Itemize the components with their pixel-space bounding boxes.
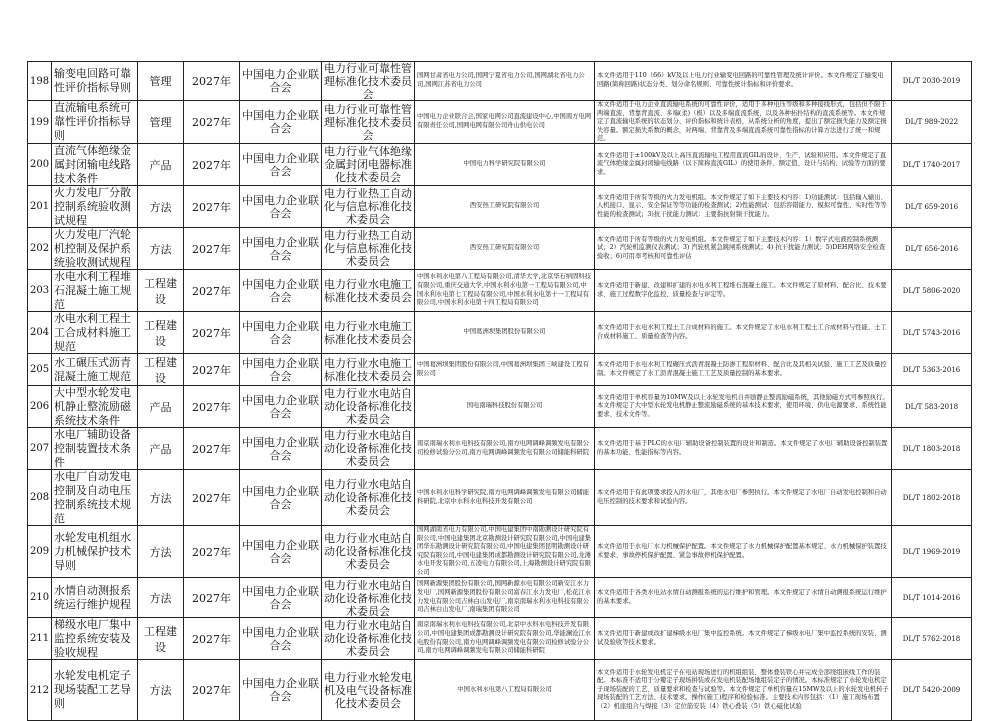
scope-description: 本文件适用于有此项要求投入的水电厂，其他水电厂参照执行。本文件规定了水电厂自动发电控制和自动电压控制的技术要求和试验内容。 (597, 488, 887, 505)
drafting-units-cell (415, 386, 595, 428)
standard-code-cell (892, 526, 972, 578)
competent-org: 中国电力企业联合会 (242, 193, 319, 220)
technical-committee-cell (322, 186, 415, 228)
standard-code-cell (892, 428, 972, 470)
scope-description: 本文件适用于所有等级的火力发电机组。本文件规定了如下主要技术内容：1)功能测试：包括输入输出、人机接口、显示、安全保证等等功能的检查测试；2)性能测试：包括容错能力、模拟可靠性、实时性等等性能的检查测试；3)抗干扰能力测试：主要指抗射频干扰能力。 (597, 193, 887, 218)
row-number: 206 (30, 401, 49, 412)
standard-type: 方法 (149, 684, 172, 697)
technical-committee-cell (322, 144, 415, 186)
drafting-units: 国电南瑞科技股份有限公司 (466, 402, 543, 410)
competent-org: 中国电力企业联合会 (242, 435, 319, 462)
standard-type: 方法 (149, 491, 172, 505)
table-row (28, 144, 972, 186)
scope-description-cell (595, 228, 892, 270)
plan-year-cell (184, 186, 240, 228)
standard-type-cell (138, 144, 184, 186)
row-number-cell (28, 526, 52, 578)
standard-type-cell (138, 660, 184, 721)
table-row (28, 386, 972, 428)
standard-type-cell (138, 62, 184, 101)
standard-code: DL/T 5762-2018 (902, 634, 961, 643)
competent-org-cell (240, 526, 322, 578)
standard-code: DL/T 1014-2016 (902, 593, 961, 602)
drafting-units: 中国葛洲坝集团股份有限公司,中国葛洲坝集团三峡建设工程有限公司 (417, 360, 590, 377)
plan-year-cell (184, 101, 240, 144)
row-number: 202 (30, 243, 49, 254)
drafting-units: 南京南瑞水利水电科技有限公司,北京中水科水电科技开发有限公司,中国电建集团成都勘测设计研究院有限公司,华能澜沧江水电股份有限公司,南方电网调峰调频发电有限公司检修试验分公司,南方电网调峰调频发电有限公司储能科研院 (417, 621, 592, 655)
competent-org-cell (240, 354, 322, 386)
technical-committee-cell (322, 618, 415, 660)
technical-committee: 电力行业气体绝缘金属封闭电器标准化技术委员会 (324, 145, 412, 184)
drafting-units: 南京南瑞水利水电科技有限公司,南方电网调峰调频发电有限公司检修试验分公司,南方电网调峰调频发电有限公司储能科研院 (417, 439, 590, 456)
scope-description: 本文件适用于110（66）kV及以上电力行业输变电回路的可靠性管理及统计评价。本文件规定了输变电回路(简称回路)状态分类、划分命名规则、可靠性统计指标和评价要求。 (597, 72, 884, 88)
standard-type-cell (138, 101, 184, 144)
competent-org-cell (240, 578, 322, 618)
plan-year: 2027年 (192, 363, 231, 377)
competent-org: 中国电力企业联合会 (242, 625, 319, 652)
plan-year: 2027年 (192, 545, 231, 559)
drafting-units: 国网甘肃省电力公司,国网宁夏省电力公司,国网湖北省电力公司,国网江苏省电力公司 (417, 72, 585, 88)
drafting-units-cell (415, 228, 595, 270)
standard-code-cell (892, 354, 972, 386)
technical-committee: 电力行业热工自动化与信息标准化技术委员会 (324, 187, 412, 226)
technical-committee-cell (322, 312, 415, 354)
scope-description: 本文件适用于新建、改建和扩建的水电水利工程堆石混凝土施工。本文件规定了原材料、配合比、技术要求、施工过程数字化监控、质量检查与评定等。 (597, 281, 887, 298)
scope-description-cell (595, 660, 892, 721)
row-number: 201 (30, 201, 49, 212)
plan-year: 2027年 (192, 242, 231, 256)
plan-year-cell (184, 526, 240, 578)
standard-name: 直流气体绝缘金属封闭输电线路技术条件 (54, 144, 131, 185)
standard-type: 管理 (149, 116, 172, 129)
row-number: 212 (30, 684, 49, 696)
row-number: 210 (30, 592, 49, 603)
table-row (28, 270, 972, 312)
technical-committee-cell (322, 578, 415, 618)
technical-committee: 电力行业水电站自动化设备标准化技术委员会 (324, 429, 412, 468)
drafting-units: 中国葛洲坝集团股份有限公司 (463, 328, 546, 336)
standard-code-cell (892, 228, 972, 270)
competent-org: 中国电力企业联合会 (242, 484, 319, 511)
row-number-cell (28, 312, 52, 354)
competent-org-cell (240, 470, 322, 526)
competent-org: 中国电力企业联合会 (242, 68, 319, 94)
standard-name: 输变电回路可靠性评价指标导则 (54, 67, 131, 94)
standard-name: 水电水利工程土工合成材料施工规范 (54, 312, 131, 353)
table-row (28, 428, 972, 470)
standard-code: DL/T 1802-2018 (902, 493, 961, 502)
standard-name: 水情自动测报系统运行维护规程 (54, 583, 131, 611)
standard-code-cell (892, 101, 972, 144)
row-number: 205 (30, 364, 49, 375)
standard-code-cell (892, 312, 972, 354)
table-row (28, 354, 972, 386)
technical-committee-cell (322, 62, 415, 101)
technical-committee: 电力行业热工自动化与信息标准化技术委员会 (324, 229, 412, 268)
drafting-units-cell (415, 578, 595, 618)
scope-description-cell (595, 618, 892, 660)
competent-org-cell (240, 618, 322, 660)
drafting-units: 中国水利水电第八工程局有限公司 (457, 685, 552, 693)
standard-name-cell (52, 578, 138, 618)
scope-description-cell (595, 312, 892, 354)
scope-description-cell (595, 62, 892, 101)
standard-name-cell (52, 354, 138, 386)
scope-description: 本文件适用于水电厂水力机械保护配置。本文件规定了水力机械保护配置基本规定、水力机械保护装置技术要求、事故停机保护配置、紧急事故停机保护配置。 (597, 542, 887, 559)
plan-year: 2027年 (192, 442, 231, 456)
technical-committee: 电力行业水电站自动化设备标准化技术委员会 (324, 478, 412, 517)
drafting-units-cell (415, 428, 595, 470)
plan-year: 2027年 (192, 684, 231, 697)
competent-org: 中国电力企业联合会 (242, 356, 319, 383)
scope-description-cell (595, 428, 892, 470)
standard-name-cell (52, 526, 138, 578)
drafting-units: 中国电力企业联合会,国家电网公司直流建设中心,中国南方电网有限责任公司,国网电网有限公司舟山供电公司 (417, 113, 592, 129)
standard-type: 工程建设 (144, 318, 177, 348)
standard-type: 工程建设 (144, 624, 177, 654)
standard-name-cell (52, 660, 138, 721)
standard-name-cell (52, 228, 138, 270)
standard-type: 产品 (149, 158, 172, 172)
row-number-cell (28, 62, 52, 101)
standard-type-cell (138, 526, 184, 578)
standard-name: 梯级水电厂集中监控系统安装及验收规程 (54, 618, 131, 659)
competent-org-cell (240, 144, 322, 186)
standard-name-cell (52, 101, 138, 144)
scope-description-cell (595, 526, 892, 578)
drafting-units-cell (415, 186, 595, 228)
drafting-units: 中国水利水电第八工程局有限公司,清华大学,北京华石纳固科技有限公司,重庆交通大学,中国水利水电第一工程局有限公司,中国水利水电第七工程局有限公司,中国水利水电第十一工程局有限公司,中国水利水电第十四工程局有限公司 (417, 273, 592, 307)
drafting-units-cell (415, 526, 595, 578)
standard-type: 方法 (149, 591, 172, 605)
table-row (28, 660, 972, 721)
table-row (28, 618, 972, 660)
plan-year: 2027年 (192, 200, 231, 214)
drafting-units: 国网新源集团股份有限公司,国网新源水电有限公司新安江水力发电厂,国网新源集团股份有限公司富春江水力发电厂,松花江水力发电有限公司吉林白山发电厂,南京南瑞水利水电科技有限公司吉林白山发电厂,南瑞集团有限公司 (417, 580, 592, 614)
plan-year-cell (184, 660, 240, 721)
standard-code: DL/T 5806-2020 (902, 286, 961, 295)
standard-name-cell (52, 386, 138, 428)
drafting-units-cell (415, 354, 595, 386)
standard-name: 水电水利工程堆石混凝土施工规范 (54, 270, 131, 311)
standard-type-cell (138, 618, 184, 660)
standard-code: DL/T 1803-2018 (902, 444, 961, 453)
scope-description-cell (595, 578, 892, 618)
row-number-cell (28, 470, 52, 526)
standard-type-cell (138, 428, 184, 470)
plan-year-cell (184, 228, 240, 270)
standard-type-cell (138, 228, 184, 270)
drafting-units: 国网湖南省电力有限公司,中国电建集团中南勘测设计研究院有限公司,中国电建集团北京勘测设计研究院有限公司,中国电建集团华东勘测设计研究院有限公司,中国电建集团昆明勘测设计研究院有限公司,中国电建集团成都勘测设计研究院有限公司,龙滩水电开发有限公司,五凌电力有限公司,上海勘测设计研究院有限公司 (417, 526, 592, 576)
competent-org-cell (240, 270, 322, 312)
competent-org-cell (240, 62, 322, 101)
plan-year-cell (184, 270, 240, 312)
technical-committee-cell (322, 101, 415, 144)
standard-type: 工程建设 (144, 356, 177, 385)
plan-year-cell (184, 62, 240, 101)
row-number-cell (28, 101, 52, 144)
table-row (28, 186, 972, 228)
row-number-cell (28, 386, 52, 428)
row-number: 211 (30, 633, 49, 644)
drafting-units: 西安热工研究院有限公司 (469, 244, 540, 252)
standard-name-cell (52, 270, 138, 312)
standard-type: 方法 (149, 545, 172, 559)
row-number: 208 (30, 492, 49, 503)
standard-code: DL/T 5420-2009 (902, 686, 961, 694)
standard-name: 火力发电厂汽轮机控制及保护系统验收测试规程 (54, 228, 131, 269)
competent-org-cell (240, 228, 322, 270)
scope-description: 本文件适用于±100kV及以上高压直流输电工程用直流GIL的设计、生产、试验和应用。本文件规定了直流气体绝缘金属封闭输电线路（以下简称直流GIL）的使用条件、额定值、设计与结构、试验等方面的要求。 (597, 151, 887, 176)
plan-year-cell (184, 354, 240, 386)
standard-name: 水轮发电机组水力机械保护技术导则 (54, 530, 131, 572)
row-number: 209 (30, 546, 49, 557)
drafting-units-cell (415, 62, 595, 101)
standard-name: 火力发电厂分散控制系统验收测试规程 (54, 186, 131, 227)
standard-name: 水轮发电机定子现场装配工艺导则 (54, 669, 131, 710)
table-row (28, 101, 972, 144)
table-row (28, 470, 972, 526)
standard-code-cell (892, 186, 972, 228)
standard-code: DL/T 5743-2016 (902, 328, 961, 337)
table-row (28, 526, 972, 578)
standard-code-cell (892, 470, 972, 526)
plan-year-cell (184, 470, 240, 526)
standard-type-cell (138, 186, 184, 228)
standard-code-cell (892, 270, 972, 312)
competent-org: 中国电力企业联合会 (242, 584, 319, 611)
row-number: 204 (30, 327, 49, 338)
technical-committee-cell (322, 354, 415, 386)
scope-description: 本文件适用于水电水利工程碾压式沥青混凝土防渗工程原材料、配合比及其相关试验、施工工艺及质量控制。本文件规定了水工沥青混凝土施工工艺及质量控制的基本要求。 (597, 360, 887, 377)
technical-committee-cell (322, 526, 415, 578)
technical-committee: 电力行业水电站自动化设备标准化技术委员会 (324, 387, 412, 426)
standard-type-cell (138, 386, 184, 428)
row-number: 207 (30, 443, 49, 454)
technical-committee: 电力行业可靠性管理标准化技术委员会 (324, 102, 412, 142)
table-body (28, 62, 972, 721)
standard-name-cell (52, 144, 138, 186)
standard-code-cell (892, 578, 972, 618)
scope-description-cell (595, 354, 892, 386)
drafting-units-cell (415, 312, 595, 354)
row-number-cell (28, 186, 52, 228)
drafting-units-cell (415, 144, 595, 186)
standard-type: 方法 (149, 200, 172, 214)
plan-year: 2027年 (192, 326, 231, 340)
standards-table (27, 61, 972, 721)
standard-type-cell (138, 578, 184, 618)
drafting-units-cell (415, 618, 595, 660)
scope-description: 本文件适用于水电水利工程土工合成材料的施工。本文件规定了水电水利工程土工合成材料与性能、土工合成材料施工、质量检查等内容。 (597, 323, 887, 340)
competent-org-cell (240, 312, 322, 354)
row-number-cell (28, 660, 52, 721)
standard-code-cell (892, 618, 972, 660)
standard-name-cell (52, 428, 138, 470)
row-number: 200 (30, 159, 49, 170)
standard-type-cell (138, 470, 184, 526)
row-number-cell (28, 428, 52, 470)
standard-name-cell (52, 62, 138, 101)
competent-org-cell (240, 186, 322, 228)
scope-description: 本文件适用于水轮发电机定子在电站现场进行的机组组装、整体叠装铁心并完成全部绕组嵌线工作的装配。本标准不适用于分瓣定子现场拼装或在发电机装配场地组装定子的情况。本标准规定了水轮发电机定子现场装配的工艺、质量要求和检查与试验等。本文件规定了单机容量在15MW及以上的水轮发电机转子现场装配的工艺方法、技术要求。操作(施工)程序和检验标准。主要技术内容包括：（1）施工现场布置（2）机座组合与焊接（3）定位筋安装（4）铁心叠装（5）铁心磁化试验 (597, 668, 889, 710)
standard-name: 直流输电系统可靠性评价指标导则 (54, 101, 131, 142)
competent-org: 中国电力企业联合会 (242, 319, 319, 346)
standard-code: DL/T 1740-2017 (902, 160, 961, 169)
competent-org: 中国电力企业联合会 (242, 235, 319, 262)
standard-code-cell (892, 144, 972, 186)
plan-year-cell (184, 618, 240, 660)
plan-year: 2027年 (192, 400, 231, 414)
competent-org: 中国电力企业联合会 (242, 393, 319, 420)
row-number-cell (28, 228, 52, 270)
drafting-units: 西安热工研究院有限公司 (469, 202, 540, 210)
competent-org: 中国电力企业联合会 (242, 151, 319, 178)
standard-code: DL/T 659-2016 (904, 202, 959, 211)
standard-name: 水电厂自动发电控制及自动电压控制系统技术规范 (54, 470, 131, 525)
standard-code: DL/T 2030-2019 (902, 77, 961, 85)
standard-code-cell (892, 62, 972, 101)
scope-description-cell (595, 386, 892, 428)
standard-type: 工程建设 (144, 276, 177, 306)
plan-year: 2027年 (192, 158, 231, 172)
technical-committee: 电力行业水电施工标准化技术委员会 (324, 356, 412, 383)
drafting-units-cell (415, 660, 595, 721)
technical-committee: 电力行业可靠性管理标准化技术委员会 (324, 62, 412, 100)
row-number-cell (28, 578, 52, 618)
standard-code: DL/T 989-2022 (904, 118, 959, 126)
row-number-cell (28, 144, 52, 186)
drafting-units-cell (415, 270, 595, 312)
scope-description: 本文件适用于单机容量为10MW及以上水轮发电机自并励静止整流励磁系统，其他励磁方式可参照执行。本文件规定了大中型水轮发电机静止整流励磁系统的基本技术要求，使用环境、供电电源要求、系统性能要求、技术文件等。 (597, 393, 889, 418)
scope-description-cell (595, 186, 892, 228)
plan-year-cell (184, 144, 240, 186)
drafting-units-cell (415, 101, 595, 144)
row-number-cell (28, 270, 52, 312)
scope-description: 本文件适用于各类水电站水情自动测报系统的运行维护和管理。本文件规定了水情自动测报系统运行维护的基本要求。 (597, 588, 887, 605)
competent-org-cell (240, 428, 322, 470)
plan-year-cell (184, 428, 240, 470)
plan-year: 2027年 (192, 116, 231, 129)
scope-description-cell (595, 470, 892, 526)
standard-type-cell (138, 354, 184, 386)
technical-committee-cell (322, 270, 415, 312)
plan-year: 2027年 (192, 632, 231, 646)
standard-type-cell (138, 312, 184, 354)
row-number: 199 (30, 116, 49, 128)
scope-description: 本文件适用于所有等级的火力发电机组。本文件规定了如下主要技术内容：1）数字式电液控制系统测试；2）汽轮机监测仪表测试；3) 汽轮机紧急跳闸系统测试；4) 抗干扰能力测试；5)DEH网络安全检查验收；6)可用率考核和可靠性评估 (597, 235, 886, 260)
technical-committee: 电力行业水电站自动化设备标准化技术委员会 (324, 532, 412, 571)
scope-description-cell (595, 144, 892, 186)
competent-org-cell (240, 660, 322, 721)
table-row (28, 228, 972, 270)
table-row (28, 62, 972, 101)
technical-committee: 电力行业水电站自动化设备标准化技术委员会 (324, 619, 412, 658)
technical-committee-cell (322, 470, 415, 526)
technical-committee-cell (322, 386, 415, 428)
row-number: 203 (30, 285, 49, 296)
drafting-units: 中国电力科学研究院有限公司 (463, 160, 546, 168)
plan-year: 2027年 (192, 284, 231, 298)
scope-description: 本文件适用于基于PLC的水电厂辅助设备控制装置的设计和制造。本文件规定了水电厂辅助设备控制装置的基本功能、性能指标等内容。 (597, 439, 888, 456)
plan-year-cell (184, 578, 240, 618)
standard-name: 水电厂辅助设备控制装置技术条件 (54, 428, 131, 469)
standard-name: 大中型水轮发电机静止整流励磁系统技术条件 (54, 386, 131, 427)
plan-year-cell (184, 386, 240, 428)
standard-type: 方法 (149, 242, 172, 256)
standard-type: 管理 (149, 75, 172, 88)
competent-org-cell (240, 101, 322, 144)
plan-year-cell (184, 312, 240, 354)
standard-name-cell (52, 618, 138, 660)
row-number-cell (28, 354, 52, 386)
scope-description-cell (595, 101, 892, 144)
technical-committee: 电力行业水电施工标准化技术委员会 (324, 277, 412, 304)
plan-year: 2027年 (192, 591, 231, 605)
competent-org: 中国电力企业联合会 (242, 677, 319, 703)
plan-year: 2027年 (192, 75, 231, 88)
competent-org: 中国电力企业联合会 (242, 538, 319, 565)
technical-committee: 电力行业水电施工标准化技术委员会 (324, 319, 412, 346)
standard-name-cell (52, 470, 138, 526)
standard-type: 产品 (149, 400, 172, 414)
table-row (28, 312, 972, 354)
competent-org: 中国电力企业联合会 (242, 109, 319, 135)
technical-committee-cell (322, 428, 415, 470)
standard-code: DL/T 583-2018 (904, 402, 959, 411)
technical-committee-cell (322, 228, 415, 270)
drafting-units-cell (415, 470, 595, 526)
technical-committee: 电力行业水轮发电机及电气设备标准化技术委员会 (324, 670, 412, 710)
scope-description: 本文件适用于电力企业直流输电系统的可靠性评价，适用于多种电压等级和多种接线形式，包括但不限于两端直流、背靠背直流、多端(柔)（极）以及多端直流系统，以及各种拓扑结构的直流系统等。本文件规定了直流输电系统的状态划分、评价指标和统计表格，从系统分析的角度，提出了额定损失能力及额定损失容量。额定损失系数的概念，对两端、背靠背及多端直流系统可靠性指标的计算方法进行了统一和规范。 (597, 101, 887, 143)
scope-description-cell (595, 270, 892, 312)
standard-type-cell (138, 270, 184, 312)
competent-org: 中国电力企业联合会 (242, 277, 319, 304)
standard-code: DL/T 656-2016 (904, 244, 959, 253)
competent-org-cell (240, 386, 322, 428)
row-number-cell (28, 618, 52, 660)
standard-type: 产品 (149, 442, 172, 456)
scope-description: 本文件适用于新建或改扩建梯级水电厂集中监控系统。本文件规定了梯级水电厂集中监控系统的安装、测试及验收等技术要求。 (597, 629, 887, 646)
standard-code-cell (892, 386, 972, 428)
standard-code: DL/T 1969-2019 (902, 547, 961, 556)
row-number: 198 (30, 75, 49, 87)
standard-name-cell (52, 312, 138, 354)
technical-committee: 电力行业水电站自动化设备标准化技术委员会 (324, 578, 412, 617)
table-row (28, 578, 972, 618)
standard-name-cell (52, 186, 138, 228)
plan-year: 2027年 (192, 491, 231, 505)
standard-code-cell (892, 660, 972, 721)
drafting-units: 中国水利水电科学研究院,南方电网调峰调频发电有限公司储能科研院,北京中水科水电科技开发有限公司 (417, 488, 590, 505)
technical-committee-cell (322, 660, 415, 721)
standard-code: DL/T 5363-2016 (902, 365, 961, 374)
standard-name: 水工碾压式沥青混凝土施工规范 (54, 355, 131, 383)
